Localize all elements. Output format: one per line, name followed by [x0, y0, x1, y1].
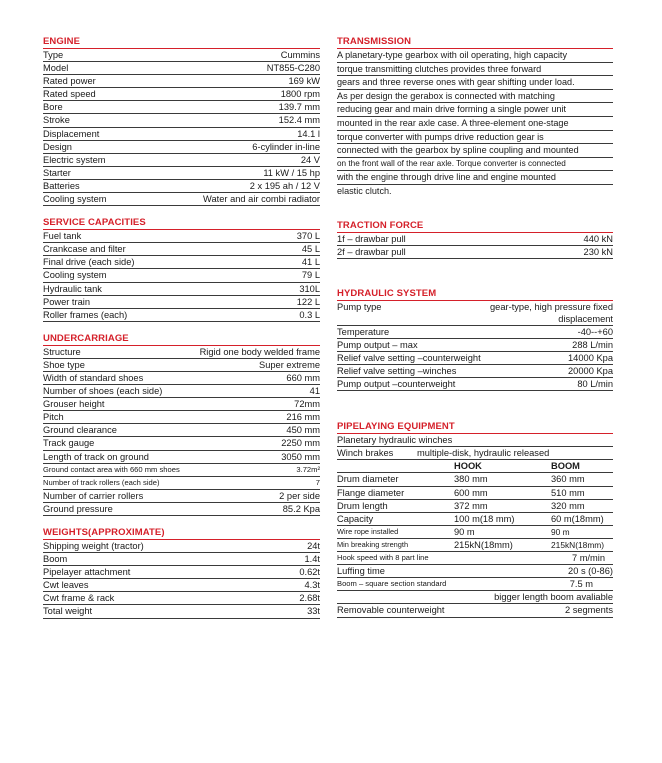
spec-label: Ground contact area with 660 mm shoes: [43, 464, 180, 474]
spec-value: [490, 301, 613, 325]
hook-value: 380 mm: [454, 474, 488, 485]
spec-value: Rigid one body welded frame: [199, 346, 320, 357]
spec-label: Structure: [43, 346, 81, 357]
spec-row-displacement: [43, 128, 320, 141]
spec-row-fuel-tank: [43, 230, 320, 243]
spec-row-batteries: [43, 180, 320, 193]
spec-value: 7.5 m: [569, 579, 593, 590]
spec-row-roller-frames-each: [43, 309, 320, 322]
spec-value: 41: [309, 386, 320, 397]
spec-row-removable-counterweight: [337, 604, 613, 617]
spec-label: Rated power: [43, 76, 96, 87]
spec-row-hydraulic-tank: [43, 283, 320, 296]
section-title: WEIGHTS(APPROXIMATE): [43, 527, 320, 540]
section-title: UNDERCARRIAGE: [43, 333, 320, 346]
spec-value: 3.72m²: [296, 464, 320, 474]
spec-value: Cummins: [280, 50, 320, 60]
spec-row-shoe-type: [43, 359, 320, 372]
spec-value: 85.2 Kpa: [282, 503, 320, 514]
hook-value: 90 m: [454, 526, 475, 537]
transmission-section: [337, 36, 613, 198]
spec-row-ground-pressure: [43, 503, 320, 516]
spec-label: Cooling system: [43, 270, 107, 281]
spec-row-temperature: [337, 326, 613, 339]
spec-value: 4.3t: [304, 580, 320, 591]
pipelaying-table-header: [337, 460, 613, 473]
spec-row-design: [43, 141, 320, 154]
spec-value: 24t: [307, 541, 320, 551]
boom-value: 320 mm: [551, 500, 585, 511]
spec-value: 440 kN: [583, 233, 613, 244]
boom-value: 360 mm: [551, 474, 585, 485]
spec-label: 2f – drawbar pull: [337, 246, 406, 257]
section-title: TRACTION FORCE: [337, 220, 613, 233]
spec-value: bigger length boom avaliable: [494, 592, 613, 603]
spec-row-1f-drawbar-pull: [337, 233, 613, 246]
paragraph-line: A planetary-type gearbox with oil operating, high capacity: [337, 49, 613, 63]
spec-row-cooling-system: [43, 193, 320, 206]
spec-label: Batteries: [43, 180, 80, 191]
spec-label: Relief valve setting –winches: [337, 366, 457, 376]
paragraph-line: with the engine through drive line and engine mounted: [337, 171, 613, 185]
boom-value: 510 mm: [551, 487, 585, 498]
spec-row-cwt-frame-rack: [43, 592, 320, 605]
spec-row-cwt-leaves: [43, 579, 320, 592]
spec-label: Ground clearance: [43, 425, 117, 436]
section-title: SERVICE CAPACITIES: [43, 217, 320, 230]
spec-value: 80 L/min: [577, 379, 613, 390]
table-row-flange-diameter: [337, 487, 613, 500]
spec-row-relief-valve-setting-counterweight: [337, 352, 613, 365]
spec-row-total-weight: [43, 605, 320, 618]
spec-label: Length of track on ground: [43, 451, 149, 462]
table-row-drum-diameter: [337, 473, 613, 486]
spec-label: Flange diameter: [337, 487, 405, 498]
spec-row-stroke: [43, 114, 320, 127]
section-title: HYDRAULIC SYSTEM: [337, 288, 613, 301]
spec-row-type: [43, 49, 320, 62]
spec-value-line: gear-type, high pressure fixed: [490, 301, 613, 312]
spec-label: Electric system: [43, 154, 106, 165]
spec-row-starter: [43, 167, 320, 180]
spec-value: 450 mm: [286, 425, 320, 436]
spec-value: 1.4t: [304, 554, 320, 565]
hook-value: 100 m(18 mm): [454, 513, 515, 524]
spec-label: Capacity: [337, 513, 374, 524]
spec-label: Hook speed with 8 part line: [337, 553, 429, 563]
spec-value: NT855-C280: [266, 63, 320, 74]
spec-value: 370 L: [296, 231, 320, 242]
spec-value: 122 L: [296, 296, 320, 307]
paragraph-line: mounted in the rear axle case. A three-element one-stage: [337, 117, 613, 131]
spec-label: Displacement: [43, 128, 100, 139]
table-row-drum-length: [337, 500, 613, 513]
paragraph-line: on the front wall of the rear axle. Torque converter is connected: [337, 158, 613, 172]
spec-row-structure: [43, 346, 320, 359]
spec-value: 139.7 mm: [278, 102, 320, 113]
spec-label: Fuel tank: [43, 231, 82, 242]
spec-row-number-of-track-rollers-each-side: [43, 477, 320, 490]
section-title: ENGINE: [43, 36, 320, 49]
paragraph-line: reducing gear and main drive forming a single power unit: [337, 103, 613, 117]
spec-label: 1f – drawbar pull: [337, 233, 406, 244]
undercarriage-section: [43, 333, 320, 516]
spec-row-pump-output-counterweight: [337, 378, 613, 391]
paragraph-line: elastic clutch.: [337, 185, 392, 196]
spec-value: multiple-disk, hydraulic released: [417, 448, 550, 459]
spec-value: Water and air combi radiator: [203, 194, 320, 205]
left-column: [43, 36, 320, 630]
spec-label: Relief valve setting –counterweight: [337, 352, 481, 363]
spec-label: Model: [43, 63, 69, 74]
hook-value: 215kN(18mm): [454, 539, 513, 550]
spec-label: Total weight: [43, 606, 93, 617]
spec-label: Wire rope installed: [337, 526, 399, 536]
column-header-boom: BOOM: [551, 461, 580, 472]
spec-value: 45 L: [301, 244, 320, 255]
spec-label: Cooling system: [43, 194, 107, 205]
section-title: PIPELAYING EQUIPMENT: [337, 421, 613, 434]
spec-row-length-of-track-on-ground: [43, 451, 320, 464]
spec-row-pump-output-max: [337, 339, 613, 352]
transmission-text: [337, 49, 613, 198]
spec-label: Drum diameter: [337, 474, 399, 485]
spec-value: 2 x 195 ah / 12 V: [249, 180, 320, 191]
spec-value: 169 kW: [288, 76, 320, 87]
spec-value: 0.3 L: [299, 309, 320, 320]
spec-value: 660 mm: [286, 372, 320, 383]
spec-row-ground-contact-area-with-660-mm-shoes: [43, 464, 320, 477]
spec-row-luffing: [337, 565, 613, 578]
boom-value: 60 m(18mm): [551, 513, 604, 524]
spec-value: 14000 Kpa: [568, 352, 613, 363]
spec-label: Pump output – max: [337, 339, 418, 350]
spec-row-rated-power: [43, 75, 320, 88]
engine-section: [43, 36, 320, 206]
spec-value: 20 s (0-86): [568, 566, 613, 577]
table-row-capacity: [337, 513, 613, 526]
spec-value: 310L: [299, 283, 320, 294]
table-row-wire-rope-installed: [337, 526, 613, 539]
spec-label: Grouser height: [43, 399, 105, 410]
spec-label: Stroke: [43, 115, 70, 126]
spec-label: Width of standard shoes: [43, 372, 144, 383]
spec-value: 0.62t: [299, 567, 320, 578]
spec-label: Crankcase and filter: [43, 244, 126, 255]
spec-value: 7 m/min: [571, 553, 605, 564]
spec-value: 14.1 l: [297, 128, 320, 139]
spec-label: Shipping weight (tractor): [43, 541, 144, 551]
spec-value: 7: [315, 477, 320, 487]
spec-value: 230 kN: [583, 246, 613, 257]
spec-label: Min breaking strength: [337, 539, 409, 549]
spec-row-2f-drawbar-pull: [337, 246, 613, 259]
traction-force-section: [337, 220, 613, 259]
spec-label: Roller frames (each): [43, 309, 128, 320]
spec-row-pipelayer-attachment: [43, 566, 320, 579]
spec-label: Temperature: [337, 326, 390, 337]
spec-value: 11 kW / 15 hp: [263, 167, 320, 178]
spec-row-pump-type: [337, 301, 613, 326]
spec-value: 20000 Kpa: [568, 366, 613, 376]
winch-brakes-row: [337, 447, 613, 460]
spec-label: Type: [43, 50, 64, 60]
spec-value: -40--+60: [577, 326, 613, 337]
hook-value: 600 mm: [454, 487, 488, 498]
spec-value: 41 L: [301, 257, 320, 268]
spec-label: Luffing time: [337, 566, 385, 577]
spec-label: Ground pressure: [43, 503, 113, 514]
spec-row-final-drive-each-side: [43, 256, 320, 269]
spec-row-number-of-shoes-each-side: [43, 385, 320, 398]
spec-label: Winch brakes: [337, 448, 394, 459]
spec-value: 216 mm: [286, 412, 320, 423]
service-capacities-section: [43, 217, 320, 322]
spec-row-boom: [43, 553, 320, 566]
spec-value-line: displacement: [558, 313, 613, 324]
weights-section: [43, 527, 320, 619]
spec-label: Number of track rollers (each side): [43, 477, 160, 487]
spec-value: 3050 mm: [281, 451, 320, 462]
spec-row-boom-section: [337, 578, 613, 591]
spec-row-ground-clearance: [43, 424, 320, 437]
spec-value: 79 L: [301, 270, 320, 281]
spec-value: 152.4 mm: [278, 115, 320, 126]
spec-value: 72mm: [294, 399, 320, 410]
spec-label: Track gauge: [43, 438, 95, 449]
spec-label: Drum length: [337, 500, 388, 511]
spec-row-relief-valve-setting-winches: [337, 365, 613, 378]
table-row-min-breaking-strength: [337, 539, 613, 552]
spec-label: Pump type: [337, 301, 382, 312]
spec-row-cooling-system: [43, 269, 320, 282]
hydraulic-system-section: [337, 288, 613, 391]
spec-label: Boom – square section standard: [337, 579, 447, 589]
spec-label: Cwt leaves: [43, 580, 89, 591]
spec-label: Final drive (each side): [43, 257, 135, 268]
spec-row-track-gauge: [43, 437, 320, 450]
boom-value: 90 m: [551, 526, 570, 537]
spec-label: Boom: [43, 554, 68, 565]
spec-row-pitch: [43, 411, 320, 424]
paragraph-line: connected with the gearbox by spline coupling and mounted: [337, 144, 613, 158]
spec-label: Pump output –counterweight: [337, 379, 456, 390]
spec-label: Starter: [43, 167, 71, 178]
spec-label: Pitch: [43, 412, 64, 423]
spec-label: Number of carrier rollers: [43, 490, 144, 501]
spec-label: Rated speed: [43, 89, 96, 100]
paragraph-line: torque transmitting clutches provides three forward: [337, 63, 613, 77]
spec-row-hook-speed: [337, 552, 613, 565]
spec-value: 2250 mm: [281, 438, 320, 449]
spec-label: Bore: [43, 102, 63, 113]
spec-row-power-train: [43, 296, 320, 309]
winches-row: [337, 434, 613, 447]
spec-value: 6-cylinder in-line: [252, 141, 320, 152]
spec-label: Hydraulic tank: [43, 283, 102, 294]
spec-row-model: [43, 62, 320, 75]
spec-row-crankcase-and-filter: [43, 243, 320, 256]
paragraph-line: torque converter with pumps drive reduction gear is: [337, 131, 613, 145]
spec-row-grouser-height: [43, 398, 320, 411]
spec-row-bigger-boom: [337, 591, 613, 604]
column-header-hook: HOOK: [454, 461, 482, 472]
boom-value: 215kN(18mm): [551, 539, 605, 550]
spec-row-bore: [43, 101, 320, 114]
spec-row-shipping-weight-tractor: [43, 540, 320, 553]
spec-label: Number of shoes (each side): [43, 386, 163, 397]
spec-label: Shoe type: [43, 359, 85, 370]
spec-value: 2.68t: [299, 593, 320, 604]
spec-value: 2 per side: [279, 490, 320, 501]
pipelaying-equipment-section: [337, 421, 613, 617]
spec-label: Removable counterweight: [337, 605, 445, 616]
spec-label: Power train: [43, 296, 91, 307]
spec-value: 33t: [307, 606, 320, 617]
spec-label: Design: [43, 141, 72, 152]
spec-label: Pipelayer attachment: [43, 567, 131, 578]
hook-value: 372 mm: [454, 500, 488, 511]
spec-row-rated-speed: [43, 88, 320, 101]
winches-text: Planetary hydraulic winches: [337, 435, 453, 446]
spec-row-number-of-carrier-rollers: [43, 490, 320, 503]
spec-label: Cwt frame & rack: [43, 593, 115, 604]
right-column: [337, 36, 613, 629]
paragraph-line: As per design the gerabox is connected with matching: [337, 90, 613, 104]
paragraph-line: gears and three reverse ones with gear shifting under load.: [337, 76, 613, 90]
spec-value: 24 V: [300, 154, 320, 165]
spec-value: Super extreme: [259, 359, 320, 370]
section-title: TRANSMISSION: [337, 36, 613, 49]
spec-value: 1800 rpm: [280, 89, 320, 100]
spec-value: 288 L/min: [572, 339, 613, 350]
spec-row-electric-system: [43, 154, 320, 167]
spec-row-width-of-standard-shoes: [43, 372, 320, 385]
spec-value: 2 segments: [564, 605, 613, 616]
